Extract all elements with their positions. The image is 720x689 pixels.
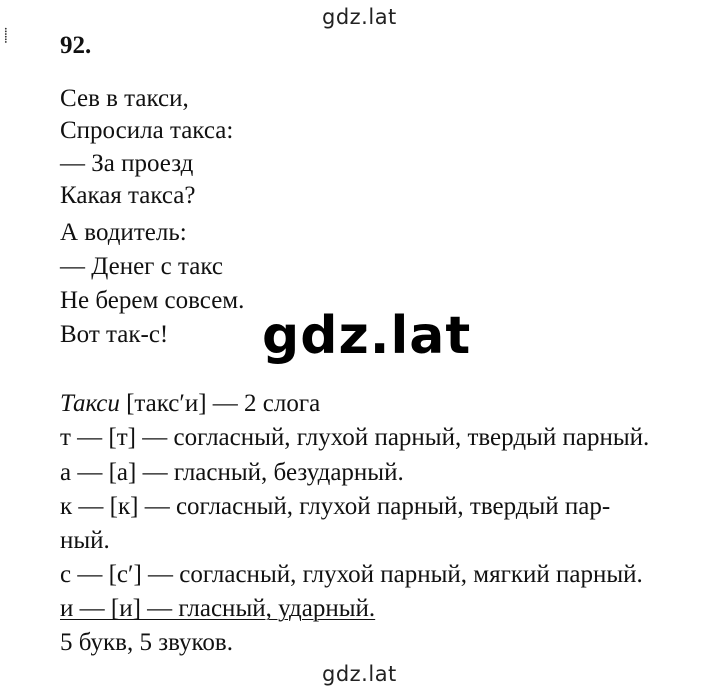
- transcription: [такс′и] — 2 слога: [119, 390, 321, 417]
- poem-line: Не берем совсем.: [60, 287, 245, 314]
- watermark-top: gdz.lat: [322, 5, 397, 29]
- analysis-line: т — [т] — согласный, глухой парный, твердый парный.: [60, 424, 650, 451]
- poem-line: — Денег с такс: [60, 253, 223, 280]
- analysis-line: ный.: [60, 527, 110, 554]
- watermark-bottom: gdz.lat: [322, 662, 397, 686]
- analysis-line: с — [с′] — согласный, глухой парный, мягкий парный.: [60, 561, 643, 588]
- poem-line: Спросила такса:: [60, 117, 234, 144]
- poem-line: Сев в такси,: [60, 85, 189, 112]
- poem-line: Какая такса?: [60, 182, 196, 209]
- analysis-line: а — [а] — гласный, безударный.: [60, 459, 404, 486]
- analyzed-word: Такси: [60, 390, 120, 417]
- analysis-line: к — [к] — согласный, глухой парный, твердый пар-: [60, 493, 611, 520]
- analysis-line-stressed: и — [и] — гласный, ударный.: [60, 595, 376, 622]
- poem-line: — За проезд: [60, 150, 194, 177]
- watermark-center: gdz.lat: [262, 306, 472, 366]
- scan-mark: ⸽: [4, 28, 8, 44]
- poem-line: А водитель:: [60, 219, 187, 246]
- analysis-summary: 5 букв, 5 звуков.: [60, 629, 233, 656]
- exercise-number: 92.: [60, 32, 92, 59]
- word-heading: [60, 391, 320, 416]
- poem-line: Вот так-с!: [60, 321, 169, 348]
